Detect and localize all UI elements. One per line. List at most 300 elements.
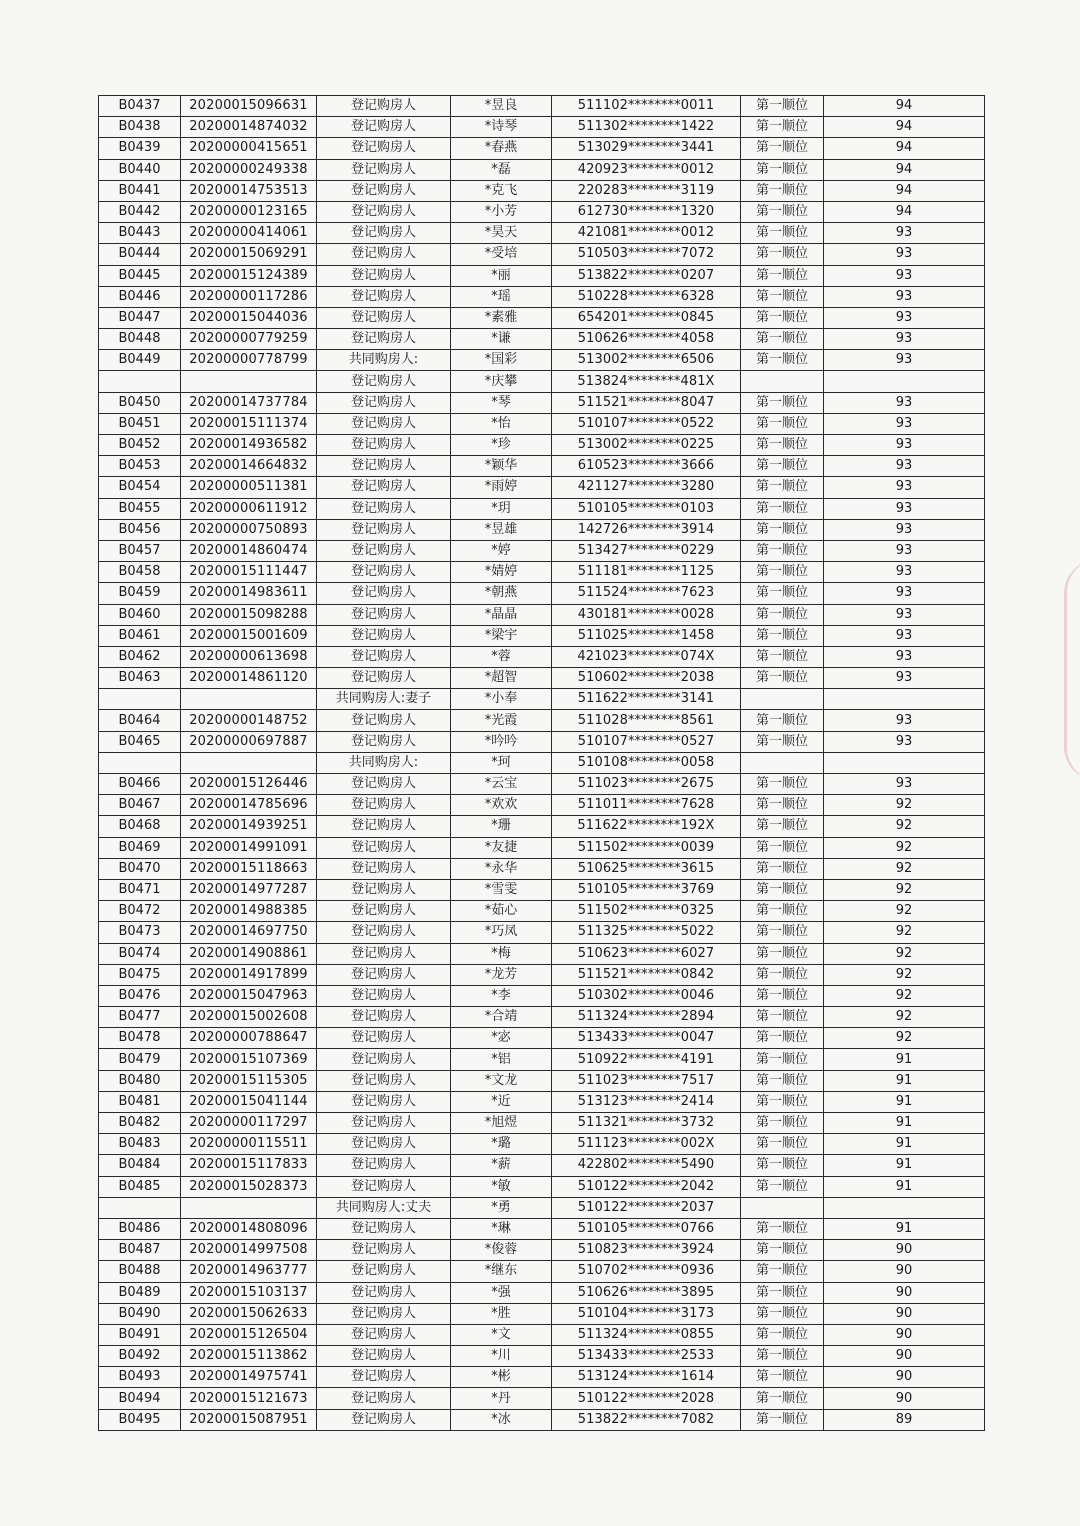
- table-row: [99, 583, 985, 604]
- table-row: [99, 774, 985, 795]
- score-cell: 94: [824, 138, 985, 159]
- registration-number-cell: 20200014908861: [181, 943, 317, 964]
- priority-cell: 第一顺位: [741, 583, 824, 604]
- row-code-cell: B0458: [99, 562, 181, 583]
- score-cell: 93: [824, 625, 985, 646]
- id-number-cell: 511521********0842: [552, 964, 741, 985]
- id-number-cell: 510107********0522: [552, 413, 741, 434]
- purchaser-role-cell: 登记购房人: [317, 1049, 451, 1070]
- priority-cell: 第一顺位: [741, 710, 824, 731]
- purchaser-name-cell: *谦: [451, 329, 552, 350]
- score-cell: 91: [824, 1176, 985, 1197]
- row-code-cell: B0448: [99, 329, 181, 350]
- registration-number-cell: 20200014939251: [181, 816, 317, 837]
- priority-cell: 第一顺位: [741, 1282, 824, 1303]
- score-cell: 94: [824, 159, 985, 180]
- table-row: [99, 1070, 985, 1091]
- row-code-cell: [99, 752, 181, 773]
- purchaser-role-cell: 共同购房人:: [317, 350, 451, 371]
- row-code-cell: B0464: [99, 710, 181, 731]
- id-number-cell: 513822********7082: [552, 1409, 741, 1430]
- purchaser-name-cell: *庆攀: [451, 371, 552, 392]
- priority-cell: 第一顺位: [741, 286, 824, 307]
- row-code-cell: B0467: [99, 795, 181, 816]
- priority-cell: 第一顺位: [741, 1261, 824, 1282]
- registration-number-cell: 20200015087951: [181, 1409, 317, 1430]
- table-row: [99, 1049, 985, 1070]
- priority-cell: [741, 1197, 824, 1218]
- table-row: [99, 752, 985, 773]
- registration-number-cell: 20200015001609: [181, 625, 317, 646]
- id-number-cell: 421127********3280: [552, 477, 741, 498]
- table-row: [99, 1240, 985, 1261]
- table-row: [99, 879, 985, 900]
- priority-cell: 第一顺位: [741, 1070, 824, 1091]
- id-number-cell: 511521********8047: [552, 392, 741, 413]
- purchaser-name-cell: *琳: [451, 1218, 552, 1239]
- purchaser-role-cell: 登记购房人: [317, 435, 451, 456]
- id-number-cell: 510107********0527: [552, 731, 741, 752]
- priority-cell: 第一顺位: [741, 1155, 824, 1176]
- purchaser-role-cell: 登记购房人: [317, 879, 451, 900]
- registration-number-cell: 20200015047963: [181, 985, 317, 1006]
- priority-cell: 第一顺位: [741, 1134, 824, 1155]
- priority-cell: 第一顺位: [741, 1218, 824, 1239]
- id-number-cell: 511524********7623: [552, 583, 741, 604]
- registration-number-cell: 20200014936582: [181, 435, 317, 456]
- id-number-cell: 510922********4191: [552, 1049, 741, 1070]
- purchaser-name-cell: *欢欢: [451, 795, 552, 816]
- id-number-cell: 511622********3141: [552, 689, 741, 710]
- id-number-cell: 510108********0058: [552, 752, 741, 773]
- id-number-cell: 421023********074X: [552, 646, 741, 667]
- id-number-cell: 610523********3666: [552, 456, 741, 477]
- row-code-cell: B0483: [99, 1134, 181, 1155]
- table-row: [99, 329, 985, 350]
- row-code-cell: B0472: [99, 901, 181, 922]
- priority-cell: [741, 689, 824, 710]
- registration-number-cell: 20200015111447: [181, 562, 317, 583]
- priority-cell: 第一顺位: [741, 244, 824, 265]
- purchaser-role-cell: 登记购房人: [317, 964, 451, 985]
- row-code-cell: [99, 1197, 181, 1218]
- purchaser-role-cell: 登记购房人: [317, 307, 451, 328]
- purchaser-name-cell: *薪: [451, 1155, 552, 1176]
- table-row: [99, 604, 985, 625]
- score-cell: 92: [824, 922, 985, 943]
- registration-number-cell: 20200015098288: [181, 604, 317, 625]
- priority-cell: 第一顺位: [741, 265, 824, 286]
- score-cell: [824, 752, 985, 773]
- row-code-cell: B0450: [99, 392, 181, 413]
- purchaser-name-cell: *文龙: [451, 1070, 552, 1091]
- id-number-cell: 513002********0225: [552, 435, 741, 456]
- purchaser-role-cell: 登记购房人: [317, 117, 451, 138]
- row-code-cell: B0446: [99, 286, 181, 307]
- registration-number-cell: 20200000117297: [181, 1113, 317, 1134]
- id-number-cell: 511321********3732: [552, 1113, 741, 1134]
- row-code-cell: B0449: [99, 350, 181, 371]
- id-number-cell: 612730********1320: [552, 201, 741, 222]
- purchaser-role-cell: 登记购房人: [317, 1155, 451, 1176]
- row-code-cell: B0475: [99, 964, 181, 985]
- id-number-cell: 510626********4058: [552, 329, 741, 350]
- id-number-cell: 511023********2675: [552, 774, 741, 795]
- table-row: [99, 562, 985, 583]
- id-number-cell: 510602********2038: [552, 668, 741, 689]
- row-code-cell: B0447: [99, 307, 181, 328]
- purchaser-role-cell: 登记购房人: [317, 138, 451, 159]
- row-code-cell: B0466: [99, 774, 181, 795]
- registration-number-cell: 20200000123165: [181, 201, 317, 222]
- row-code-cell: B0443: [99, 223, 181, 244]
- score-cell: 91: [824, 1155, 985, 1176]
- purchaser-role-cell: 登记购房人: [317, 1282, 451, 1303]
- registration-number-cell: 20200015107369: [181, 1049, 317, 1070]
- purchaser-name-cell: *巧凤: [451, 922, 552, 943]
- score-cell: 93: [824, 710, 985, 731]
- purchaser-role-cell: 登记购房人: [317, 731, 451, 752]
- registration-number-cell: 20200014963777: [181, 1261, 317, 1282]
- registration-number-cell: 20200000611912: [181, 498, 317, 519]
- id-number-cell: 510105********0766: [552, 1218, 741, 1239]
- row-code-cell: B0495: [99, 1409, 181, 1430]
- row-code-cell: B0444: [99, 244, 181, 265]
- priority-cell: 第一顺位: [741, 223, 824, 244]
- purchaser-role-cell: 登记购房人: [317, 1240, 451, 1261]
- table-row: [99, 1261, 985, 1282]
- table-row: [99, 1134, 985, 1155]
- purchaser-name-cell: *勇: [451, 1197, 552, 1218]
- score-cell: 92: [824, 879, 985, 900]
- score-cell: 93: [824, 286, 985, 307]
- row-code-cell: B0479: [99, 1049, 181, 1070]
- purchaser-name-cell: *昊天: [451, 223, 552, 244]
- table-row: [99, 710, 985, 731]
- row-code-cell: B0454: [99, 477, 181, 498]
- priority-cell: 第一顺位: [741, 774, 824, 795]
- id-number-cell: 142726********3914: [552, 519, 741, 540]
- id-number-cell: 220283********3119: [552, 180, 741, 201]
- priority-cell: 第一顺位: [741, 1303, 824, 1324]
- purchaser-name-cell: *继东: [451, 1261, 552, 1282]
- purchaser-role-cell: 登记购房人: [317, 922, 451, 943]
- registration-number-cell: 20200015044036: [181, 307, 317, 328]
- table-row: [99, 371, 985, 392]
- priority-cell: 第一顺位: [741, 837, 824, 858]
- id-number-cell: 513123********2414: [552, 1091, 741, 1112]
- id-number-cell: 511025********1458: [552, 625, 741, 646]
- score-cell: 91: [824, 1070, 985, 1091]
- purchaser-name-cell: *茹心: [451, 901, 552, 922]
- table-row: [99, 1282, 985, 1303]
- priority-cell: 第一顺位: [741, 985, 824, 1006]
- purchaser-name-cell: *胜: [451, 1303, 552, 1324]
- purchaser-role-cell: 登记购房人: [317, 646, 451, 667]
- registration-number-cell: 20200015118663: [181, 858, 317, 879]
- score-cell: 93: [824, 244, 985, 265]
- id-number-cell: 422802********5490: [552, 1155, 741, 1176]
- row-code-cell: B0440: [99, 159, 181, 180]
- priority-cell: 第一顺位: [741, 1367, 824, 1388]
- row-code-cell: B0493: [99, 1367, 181, 1388]
- registration-number-cell: 20200015028373: [181, 1176, 317, 1197]
- purchaser-name-cell: *雨婷: [451, 477, 552, 498]
- score-cell: [824, 1197, 985, 1218]
- score-cell: 91: [824, 1091, 985, 1112]
- table-row: [99, 1346, 985, 1367]
- score-cell: 90: [824, 1282, 985, 1303]
- purchaser-name-cell: *蓉: [451, 646, 552, 667]
- registration-number-cell: 20200014664832: [181, 456, 317, 477]
- score-cell: 93: [824, 583, 985, 604]
- purchaser-role-cell: 登记购房人: [317, 159, 451, 180]
- priority-cell: 第一顺位: [741, 117, 824, 138]
- table-row: [99, 307, 985, 328]
- purchaser-role-cell: 登记购房人: [317, 625, 451, 646]
- registration-number-cell: 20200015103137: [181, 1282, 317, 1303]
- row-code-cell: B0489: [99, 1282, 181, 1303]
- purchaser-role-cell: 登记购房人: [317, 1113, 451, 1134]
- table-row: [99, 1091, 985, 1112]
- table-row: [99, 96, 985, 117]
- priority-cell: 第一顺位: [741, 922, 824, 943]
- row-code-cell: B0438: [99, 117, 181, 138]
- purchaser-role-cell: 登记购房人: [317, 1261, 451, 1282]
- row-code-cell: B0452: [99, 435, 181, 456]
- purchaser-name-cell: *川: [451, 1346, 552, 1367]
- purchaser-role-cell: 登记购房人: [317, 668, 451, 689]
- id-number-cell: 510122********2042: [552, 1176, 741, 1197]
- table-row: [99, 540, 985, 561]
- row-code-cell: B0465: [99, 731, 181, 752]
- id-number-cell: 510302********0046: [552, 985, 741, 1006]
- id-number-cell: 511011********7628: [552, 795, 741, 816]
- registration-number-cell: 20200015124389: [181, 265, 317, 286]
- priority-cell: 第一顺位: [741, 1176, 824, 1197]
- row-code-cell: B0437: [99, 96, 181, 117]
- score-cell: 93: [824, 498, 985, 519]
- registration-number-cell: 20200015111374: [181, 413, 317, 434]
- purchaser-role-cell: 登记购房人: [317, 201, 451, 222]
- table-row: [99, 1028, 985, 1049]
- score-cell: 93: [824, 223, 985, 244]
- priority-cell: 第一顺位: [741, 625, 824, 646]
- purchaser-name-cell: *受培: [451, 244, 552, 265]
- row-code-cell: B0490: [99, 1303, 181, 1324]
- row-code-cell: B0451: [99, 413, 181, 434]
- purchaser-role-cell: 登记购房人: [317, 837, 451, 858]
- registration-number-cell: 20200014697750: [181, 922, 317, 943]
- table-row: [99, 625, 985, 646]
- registration-number-cell: 20200000148752: [181, 710, 317, 731]
- registration-number-cell: 20200014860474: [181, 540, 317, 561]
- score-cell: 90: [824, 1388, 985, 1409]
- priority-cell: 第一顺位: [741, 604, 824, 625]
- table-row: [99, 1388, 985, 1409]
- purchaser-name-cell: *诗琴: [451, 117, 552, 138]
- row-code-cell: B0463: [99, 668, 181, 689]
- score-cell: 93: [824, 392, 985, 413]
- score-cell: 93: [824, 350, 985, 371]
- table-row: [99, 731, 985, 752]
- registration-number-cell: 20200014737784: [181, 392, 317, 413]
- purchaser-role-cell: 登记购房人: [317, 1091, 451, 1112]
- id-number-cell: 511502********0325: [552, 901, 741, 922]
- registration-number-cell: 20200000415651: [181, 138, 317, 159]
- table-row: [99, 244, 985, 265]
- score-cell: 91: [824, 1049, 985, 1070]
- priority-cell: 第一顺位: [741, 562, 824, 583]
- score-cell: 93: [824, 519, 985, 540]
- id-number-cell: 511023********7517: [552, 1070, 741, 1091]
- table-row: [99, 201, 985, 222]
- priority-cell: 第一顺位: [741, 201, 824, 222]
- id-number-cell: 430181********0028: [552, 604, 741, 625]
- score-cell: 93: [824, 265, 985, 286]
- table-row: [99, 1367, 985, 1388]
- registration-number-cell: 20200000788647: [181, 1028, 317, 1049]
- score-cell: 92: [824, 816, 985, 837]
- table-row: [99, 943, 985, 964]
- id-number-cell: 510104********3173: [552, 1303, 741, 1324]
- table-row: [99, 435, 985, 456]
- score-cell: 92: [824, 901, 985, 922]
- registration-number-cell: 20200015126446: [181, 774, 317, 795]
- score-cell: 94: [824, 117, 985, 138]
- priority-cell: 第一顺位: [741, 1388, 824, 1409]
- purchaser-role-cell: 登记购房人: [317, 1324, 451, 1345]
- purchaser-role-cell: 登记购房人: [317, 1303, 451, 1324]
- purchaser-role-cell: 登记购房人: [317, 244, 451, 265]
- id-number-cell: 511325********5022: [552, 922, 741, 943]
- id-number-cell: 510626********3895: [552, 1282, 741, 1303]
- table-row: [99, 1155, 985, 1176]
- table-row: [99, 816, 985, 837]
- purchaser-role-cell: 登记购房人: [317, 583, 451, 604]
- score-cell: 91: [824, 1134, 985, 1155]
- purchaser-role-cell: 共同购房人:: [317, 752, 451, 773]
- purchaser-role-cell: 登记购房人: [317, 795, 451, 816]
- purchaser-name-cell: *宓: [451, 1028, 552, 1049]
- score-cell: [824, 371, 985, 392]
- score-cell: 93: [824, 774, 985, 795]
- id-number-cell: 510105********3769: [552, 879, 741, 900]
- purchaser-name-cell: *吟吟: [451, 731, 552, 752]
- row-code-cell: B0478: [99, 1028, 181, 1049]
- purchaser-name-cell: *光霞: [451, 710, 552, 731]
- purchaser-role-cell: 登记购房人: [317, 96, 451, 117]
- table-row: [99, 456, 985, 477]
- table-row: [99, 1324, 985, 1345]
- table-row: [99, 795, 985, 816]
- row-code-cell: B0457: [99, 540, 181, 561]
- purchaser-role-cell: 登记购房人: [317, 1007, 451, 1028]
- registration-number-cell: 20200015062633: [181, 1303, 317, 1324]
- row-code-cell: B0492: [99, 1346, 181, 1367]
- purchaser-role-cell: 登记购房人: [317, 1218, 451, 1239]
- registration-number-cell: 20200015121673: [181, 1388, 317, 1409]
- purchaser-role-cell: 登记购房人: [317, 413, 451, 434]
- table-row: [99, 519, 985, 540]
- row-code-cell: B0480: [99, 1070, 181, 1091]
- id-number-cell: 510702********0936: [552, 1261, 741, 1282]
- registration-number-cell: 20200015096631: [181, 96, 317, 117]
- registration-number-cell: 20200014975741: [181, 1367, 317, 1388]
- priority-cell: 第一顺位: [741, 1091, 824, 1112]
- purchaser-name-cell: *珍: [451, 435, 552, 456]
- priority-cell: 第一顺位: [741, 1240, 824, 1261]
- row-code-cell: B0476: [99, 985, 181, 1006]
- purchaser-role-cell: 登记购房人: [317, 392, 451, 413]
- score-cell: 92: [824, 858, 985, 879]
- priority-cell: [741, 371, 824, 392]
- priority-cell: 第一顺位: [741, 329, 824, 350]
- score-cell: 92: [824, 943, 985, 964]
- table-row: [99, 138, 985, 159]
- score-cell: 92: [824, 1028, 985, 1049]
- score-cell: 92: [824, 964, 985, 985]
- priority-cell: 第一顺位: [741, 1007, 824, 1028]
- table-row: [99, 922, 985, 943]
- purchaser-role-cell: 登记购房人: [317, 286, 451, 307]
- purchaser-name-cell: *丽: [451, 265, 552, 286]
- table-row: [99, 689, 985, 710]
- priority-cell: 第一顺位: [741, 435, 824, 456]
- score-cell: 90: [824, 1240, 985, 1261]
- row-code-cell: B0460: [99, 604, 181, 625]
- score-cell: 93: [824, 668, 985, 689]
- score-cell: 90: [824, 1346, 985, 1367]
- registration-number-cell: 20200000115511: [181, 1134, 317, 1155]
- registration-number-cell: 20200014785696: [181, 795, 317, 816]
- purchaser-role-cell: 登记购房人: [317, 540, 451, 561]
- id-number-cell: 513002********6506: [552, 350, 741, 371]
- score-cell: 92: [824, 837, 985, 858]
- id-number-cell: 510122********2037: [552, 1197, 741, 1218]
- purchaser-name-cell: *小奉: [451, 689, 552, 710]
- table-row: [99, 646, 985, 667]
- purchaser-name-cell: *龙芳: [451, 964, 552, 985]
- registration-number-cell: 20200014997508: [181, 1240, 317, 1261]
- score-cell: 92: [824, 795, 985, 816]
- score-cell: 93: [824, 477, 985, 498]
- registration-number-cell: 20200015002608: [181, 1007, 317, 1028]
- registration-number-cell: 20200000697887: [181, 731, 317, 752]
- row-code-cell: B0482: [99, 1113, 181, 1134]
- row-code-cell: B0462: [99, 646, 181, 667]
- table-row: [99, 117, 985, 138]
- purchaser-role-cell: 登记购房人: [317, 180, 451, 201]
- purchaser-role-cell: 登记购房人: [317, 498, 451, 519]
- registration-number-cell: 20200014988385: [181, 901, 317, 922]
- purchaser-role-cell: 登记购房人: [317, 223, 451, 244]
- row-code-cell: B0442: [99, 201, 181, 222]
- row-code-cell: B0445: [99, 265, 181, 286]
- priority-cell: 第一顺位: [741, 477, 824, 498]
- purchaser-name-cell: *克飞: [451, 180, 552, 201]
- id-number-cell: 654201********0845: [552, 307, 741, 328]
- table-body: [99, 96, 985, 1431]
- purchaser-name-cell: *强: [451, 1282, 552, 1303]
- purchaser-name-cell: *文: [451, 1324, 552, 1345]
- purchaser-role-cell: 登记购房人: [317, 329, 451, 350]
- priority-cell: 第一顺位: [741, 668, 824, 689]
- table-row: [99, 1218, 985, 1239]
- score-cell: 89: [824, 1409, 985, 1430]
- purchaser-name-cell: *磊: [451, 159, 552, 180]
- priority-cell: 第一顺位: [741, 731, 824, 752]
